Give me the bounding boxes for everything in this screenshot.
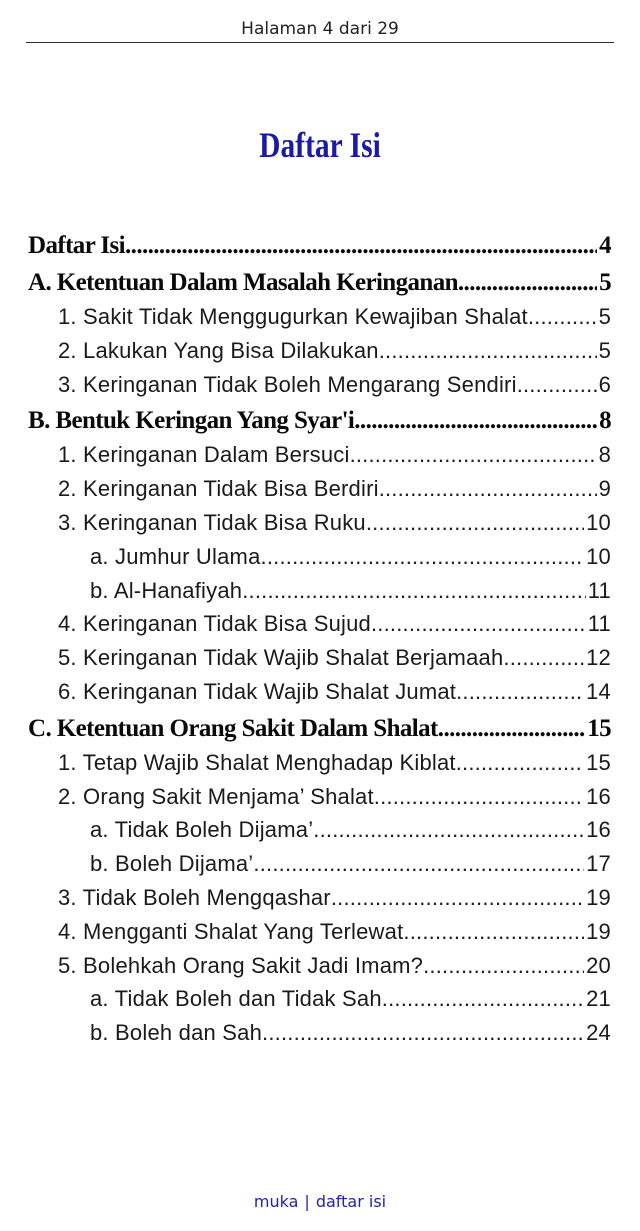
footer-separator: | — [304, 1192, 310, 1211]
page-header — [26, 0, 614, 43]
toc-entry-page-number: 15 — [586, 749, 611, 775]
toc-entry-page-number: 19 — [586, 884, 611, 910]
toc-entry[interactable] — [28, 438, 611, 472]
toc-entry-page-number: 4 — [599, 232, 611, 259]
toc-entry-page-number: 6 — [598, 371, 611, 397]
page-title: Daftar Isi — [259, 125, 381, 165]
toc-entry[interactable] — [28, 334, 611, 368]
toc-entry[interactable] — [28, 780, 611, 814]
toc-entry-label: a. Tidak Boleh dan Tidak Sah — [90, 986, 382, 1012]
toc-entry[interactable] — [28, 300, 611, 334]
toc-entry-page-number: 10 — [586, 509, 611, 535]
dot-leader — [331, 881, 584, 915]
toc-entry-label: 2. Keringanan Tidak Bisa Berdiri — [58, 476, 379, 502]
toc-entry-label: a. Jumhur Ulama — [90, 543, 261, 569]
toc-entry-page-number: 16 — [586, 817, 611, 843]
toc-entry[interactable] — [28, 607, 611, 641]
dot-leader — [261, 540, 585, 574]
toc-entry-page-number: 9 — [598, 476, 611, 502]
toc-entry-label: 5. Bolehkah Orang Sakit Jadi Imam? — [58, 952, 424, 978]
toc-entry-page-number: 11 — [587, 611, 611, 637]
toc-entry-label: 4. Mengganti Shalat Yang Terlewat — [58, 918, 404, 944]
toc-entry[interactable] — [28, 540, 611, 574]
toc-entry[interactable] — [28, 506, 611, 540]
toc-entry[interactable] — [28, 368, 611, 402]
dot-leader — [371, 607, 586, 641]
toc-entry-page-number: 14 — [586, 678, 611, 704]
dot-leader — [503, 641, 584, 675]
dot-leader — [374, 780, 584, 814]
toc-entry-page-number: 11 — [587, 577, 611, 603]
dot-leader — [382, 982, 584, 1016]
toc-entry-page-number: 8 — [598, 442, 611, 468]
toc-entry-page-number: 12 — [586, 645, 611, 671]
toc-entry-label: 3. Tidak Boleh Mengqashar — [58, 884, 331, 910]
toc-entry-page-number: 8 — [599, 407, 611, 435]
toc-entry[interactable] — [28, 982, 611, 1016]
toc-entry-label: b. Boleh dan Sah — [90, 1020, 263, 1046]
table-of-contents — [28, 226, 611, 1050]
toc-link[interactable]: daftar isi — [315, 1192, 387, 1211]
toc-entry-page-number: 5 — [598, 337, 611, 363]
toc-entry-label: a. Tidak Boleh Dijama’ — [90, 817, 314, 843]
dot-leader — [313, 813, 584, 847]
dot-leader — [458, 266, 597, 300]
dot-leader — [379, 472, 597, 506]
toc-entry[interactable] — [28, 472, 611, 506]
toc-entry-label: b. Boleh Dijama’ — [90, 851, 254, 877]
toc-entry-label: C. Ketentuan Orang Sakit Dalam Shalat — [28, 714, 438, 742]
dot-leader — [456, 746, 584, 780]
page-indicator: Halaman 4 dari 29 — [241, 19, 399, 39]
toc-entry[interactable] — [28, 229, 611, 263]
toc-entry[interactable] — [28, 746, 611, 780]
dot-leader — [423, 949, 584, 983]
toc-entry-page-number: 16 — [586, 783, 611, 809]
toc-entry-label: Daftar Isi — [28, 232, 126, 259]
toc-entry[interactable] — [28, 1016, 611, 1050]
home-link[interactable]: muka — [253, 1192, 299, 1211]
toc-entry-label: 2. Lakukan Yang Bisa Dilakukan — [58, 337, 379, 363]
toc-entry-label: 5. Keringanan Tidak Wajib Shalat Berjamaah — [58, 645, 504, 671]
dot-leader — [456, 675, 584, 709]
toc-entry[interactable] — [28, 574, 611, 608]
dot-leader — [242, 574, 586, 608]
dot-leader — [262, 1016, 584, 1050]
dot-leader — [517, 368, 597, 402]
toc-entry-page-number: 20 — [586, 952, 611, 978]
dot-leader — [379, 334, 597, 368]
toc-entry[interactable] — [28, 915, 611, 949]
dot-leader — [366, 506, 584, 540]
toc-entry[interactable] — [28, 881, 611, 915]
toc-entry-label: A. Ketentuan Dalam Masalah Keringanan — [28, 269, 458, 296]
toc-entry-label: 1. Tetap Wajib Shalat Menghadap Kiblat — [58, 749, 456, 775]
toc-entry-page-number: 24 — [586, 1020, 611, 1046]
page-footer — [0, 1192, 640, 1211]
toc-entry[interactable] — [28, 266, 611, 300]
toc-entry[interactable] — [28, 641, 611, 675]
toc-entry-label: 1. Sakit Tidak Menggugurkan Kewajiban Shalat — [58, 304, 528, 329]
toc-entry-label: B. Bentuk Keringan Yang Syar'i — [28, 407, 355, 435]
toc-entry-page-number: 15 — [587, 714, 611, 742]
toc-entry[interactable] — [28, 675, 611, 709]
toc-entry-label: b. Al-Hanafiyah — [90, 577, 243, 603]
toc-entry-label: 3. Keringanan Tidak Bisa Ruku — [58, 509, 366, 535]
toc-entry-label: 1. Keringanan Dalam Bersuci — [58, 442, 350, 468]
toc-entry[interactable] — [28, 949, 611, 983]
toc-entry[interactable] — [28, 813, 611, 847]
dot-leader — [403, 915, 584, 949]
toc-entry[interactable] — [28, 404, 611, 438]
dot-leader — [354, 404, 597, 438]
dot-leader — [350, 438, 597, 472]
toc-entry-page-number: 17 — [586, 851, 611, 877]
toc-entry-page-number: 19 — [586, 918, 611, 944]
dot-leader — [253, 847, 584, 881]
toc-entry-page-number: 10 — [586, 543, 611, 569]
toc-entry-page-number: 21 — [586, 986, 611, 1012]
dot-leader — [125, 229, 597, 263]
toc-entry-label: 4. Keringanan Tidak Bisa Sujud — [58, 611, 371, 637]
dot-leader — [528, 300, 597, 334]
toc-entry-label: 3. Keringanan Tidak Boleh Mengarang Sendiri — [58, 371, 517, 397]
toc-entry[interactable] — [28, 847, 611, 881]
toc-entry-label: 2. Orang Sakit Menjama’ Shalat — [58, 783, 374, 809]
toc-entry-page-number: 5 — [599, 269, 611, 296]
toc-entry-page-number: 5 — [598, 304, 611, 329]
toc-entry-label: 6. Keringanan Tidak Wajib Shalat Jumat — [58, 678, 457, 704]
dot-leader — [438, 712, 585, 746]
toc-entry[interactable] — [28, 712, 611, 746]
